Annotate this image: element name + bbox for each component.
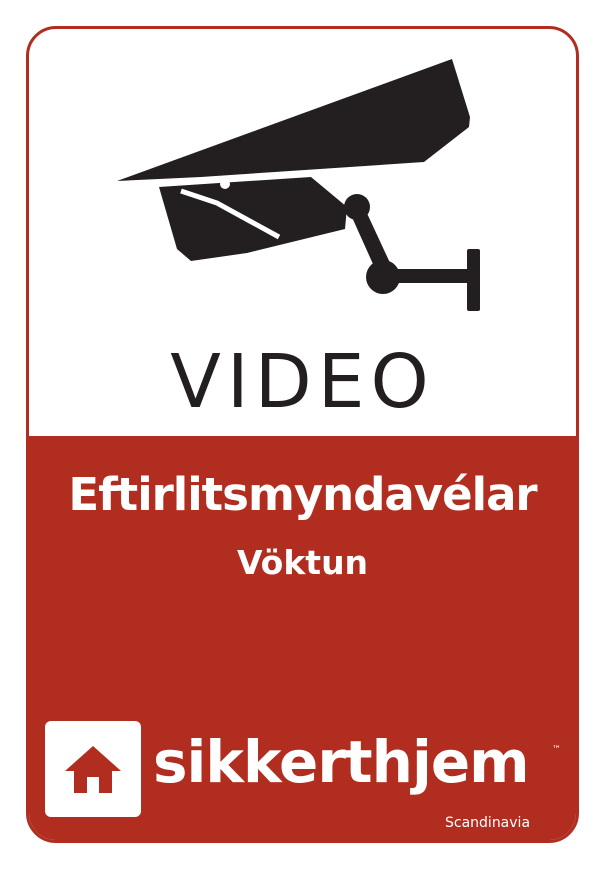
brand-name: sikkerthjem	[153, 728, 529, 796]
brand-logo	[45, 721, 141, 817]
warning-sign	[26, 26, 579, 843]
sign-subtitle: Vöktun	[236, 543, 369, 582]
video-heading: VIDEO	[170, 339, 435, 425]
red-panel	[29, 436, 576, 840]
sign-title: Eftirlitsmyndavélar	[68, 468, 537, 521]
house-icon	[45, 721, 141, 817]
trademark-mark: ™	[552, 745, 561, 755]
security-camera-icon	[29, 29, 579, 329]
brand-region: Scandinavia	[445, 815, 531, 831]
